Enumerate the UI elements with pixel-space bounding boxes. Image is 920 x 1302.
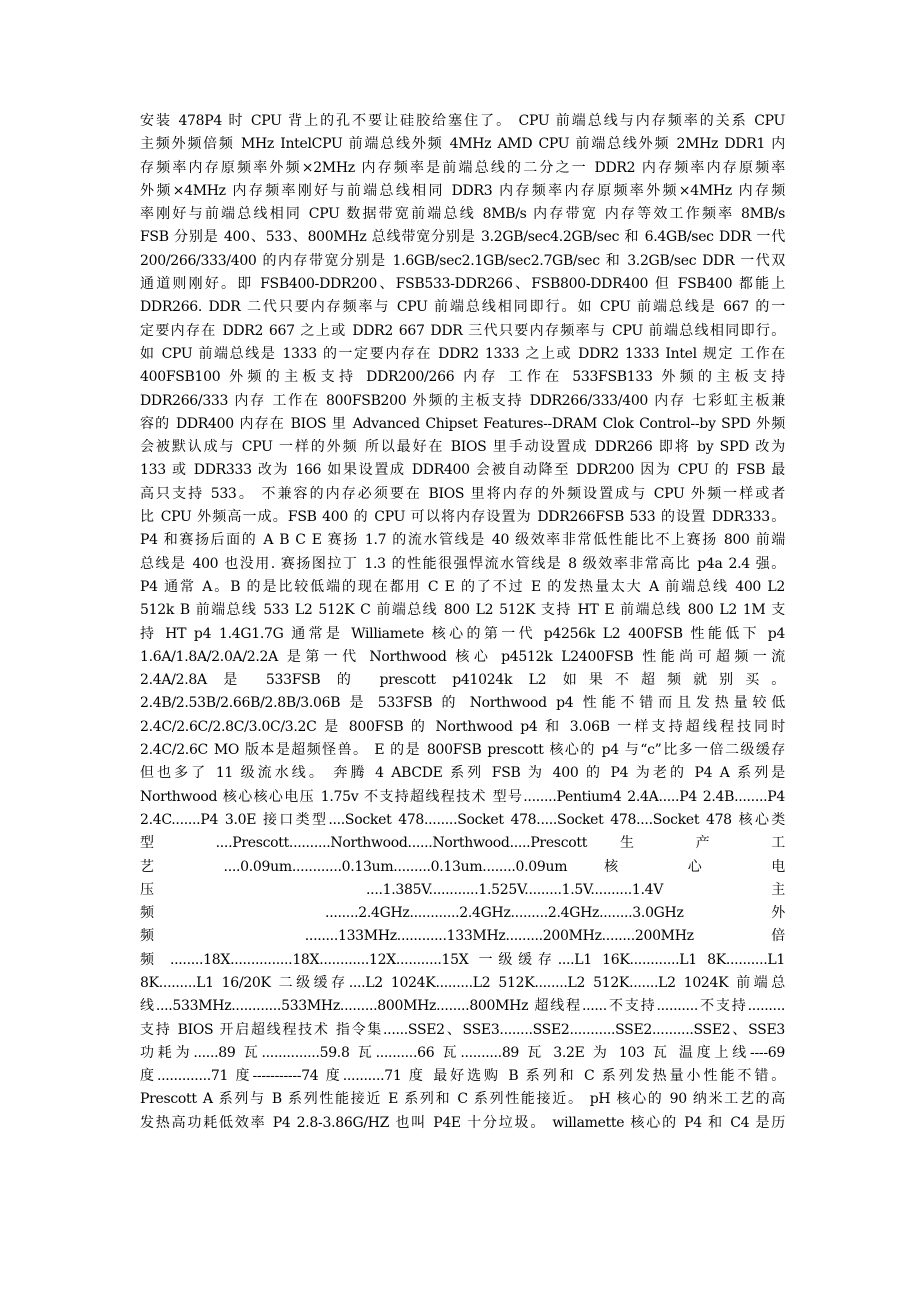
text-line: 容的 DDR400 内存在 BIOS 里 Advanced Chipset Features--DRAM Clok Control--by SPD 外频 — [140, 415, 785, 432]
text-line: 存频率内存原频率外频×2MHz 内存频率是前端总线的二分之一 DDR2 内存频率内存原频率 — [140, 159, 785, 176]
text-line: 8K.........L1 16/20K 二级缓存....L2 1024K.........L2 512K........L2 512K.......L2 1024K 前端总 — [140, 974, 785, 991]
text-line: 艺 ....0.09um............0.13um.........0.13um........0.09um 核 心 电 — [140, 858, 785, 875]
text-line: 主频外频倍频 MHz IntelCPU 前端总线外频 4MHz AMD CPU 前端总线外频 2MHz DDR1 内 — [140, 136, 785, 153]
text-line: 会被默认成与 CPU 一样的外频 所以最好在 BIOS 里手动设置成 DDR266 即将 by SPD 改为 — [140, 439, 785, 456]
text-line: FSB 分别是 400、533、800MHz 总线带宽分别是 3.2GB/sec4.2GB/sec 和 6.4GB/sec DDR 一代 — [140, 229, 785, 246]
text-line: DDR266/333 内存 工作在 800FSB200 外频的主板支持 DDR266/333/400 内存 七彩虹主板兼 — [140, 392, 785, 409]
text-line: P4 通常 A。B 的是比较低端的现在都用 C E 的了不过 E 的发热量太大 A 前端总线 400 L2 — [140, 578, 785, 595]
text-line: 200/266/333/400 的内存带宽分别是 1.6GB/sec2.1GB/sec2.7GB/sec 和 3.2GB/sec DDR 一代双 — [140, 252, 785, 269]
text-line: Northwood 核心核心电压 1.75v 不支持超线程技术 型号........Pentium4 2.4A.....P4 2.4B........P4 — [140, 788, 785, 805]
text-line: 度.............71 度-----------74 度..........71 度 最好选购 B 系列和 C 系列发热量小性能不错。 — [140, 1068, 785, 1085]
text-line: DDR266. DDR 二代只要内存频率与 CPU 前端总线相同即行。如 CPU 前端总线是 667 的一 — [140, 299, 785, 316]
text-line: 2.4B/2.53B/2.66B/2.8B/3.06B 是 533FSB 的 Northwood p4 性能不错而且发热量较低 — [140, 695, 785, 712]
text-line: 安装 478P4 时 CPU 背上的孔不要让硅胶给塞住了。 CPU 前端总线与内存频率的关系 CPU — [140, 113, 785, 129]
text-line: 400FSB100 外频的主板支持 DDR200/266 内存 工作在 533FSB133 外频的主板支持 — [140, 369, 785, 386]
text-line: 2.4C/2.6C/2.8C/3.0C/3.2C 是 800FSB 的 Northwood p4 和 3.06B 一样支持超线程技同时 — [140, 718, 785, 735]
text-line: 高只支持 533。 不兼容的内存必须要在 BIOS 里将内存的外频设置成与 CPU 外频一样或者 — [140, 485, 785, 502]
text-line: 2.4C/2.6C MO 版本是超频怪兽。 E 的是 800FSB prescott 核心的 p4 与“c”比多一倍二级缓存 — [140, 742, 785, 759]
text-line: 通道则刚好。即 FSB400-DDR200、FSB533-DDR266、FSB800-DDR400 但 FSB400 都能上 — [140, 276, 785, 293]
text-line: 压 ....1.385V............1.525V.........1.5V..........1.4V 主 — [140, 881, 785, 898]
text-line: 频 ........18X...............18X............12X...........15X 一级缓存....L1 16K............L1 8K..........L1 — [140, 951, 785, 968]
text-line: 512k B 前端总线 533 L2 512K C 前端总线 800 L2 512K 支持 HT E 前端总线 800 L2 1M 支 — [140, 602, 785, 619]
text-line: 如 CPU 前端总线是 1333 的一定要内存在 DDR2 1333 之上或 DDR2 1333 Intel 规定 工作在 — [140, 345, 785, 362]
text-line: 比 CPU 外频高一成。FSB 400 的 CPU 可以将内存设置为 DDR266FSB 533 的设置 DDR333。 — [140, 509, 785, 526]
text-line: 支持 BIOS 开启超线程技术 指令集......SSE2、SSE3........SSE2...........SSE2..........SSE2、SSE3 — [140, 1021, 785, 1038]
document-body — [140, 110, 785, 1135]
text-line: 2.4C.......P4 3.0E 接口类型....Socket 478........Socket 478.....Socket 478....Socket 478 核心类 — [140, 811, 785, 828]
text-line: 持 HT p4 1.4G1.7G 通常是 Williamete 核心的第一代 p4256k L2 400FSB 性能低下 p4 — [140, 625, 785, 642]
text-line: 型 ....Prescott..........Northwood......Northwood.....Prescott 生 产 工 — [140, 835, 785, 852]
text-line: Prescott A 系列与 B 系列性能接近 E 系列和 C 系列性能接近。 pH 核心的 90 纳米工艺的高 — [140, 1091, 785, 1108]
text-line: 率刚好与前端总线相同 CPU 数据带宽前端总线 8MB/s 内存带宽 内存等效工作频率 8MB/s — [140, 206, 785, 223]
text-line: 定要内存在 DDR2 667 之上或 DDR2 667 DDR 三代只要内存频率与 CPU 前端总线相同即行。 — [140, 322, 785, 339]
text-line: 外频×4MHz 内存频率刚好与前端总线相同 DDR3 内存频率内存原频率外频×4MHz 内存频 — [140, 182, 785, 199]
text-line: 总线是 400 也没用. 赛扬图拉丁 1.3 的性能很强悍流水管线是 8 级效率非常高比 p4a 2.4 强。 — [140, 555, 785, 572]
text-line: 功耗为......89 瓦..............59.8 瓦..........66 瓦..........89 瓦 3.2E 为 103 瓦 温度上线----69 — [140, 1044, 785, 1061]
text-line: 1.6A/1.8A/2.0A/2.2A 是第一代 Northwood 核心 p4512k L2400FSB 性能尚可超频一流 — [140, 648, 785, 665]
text-line: 133 或 DDR333 改为 166 如果设置成 DDR400 会被自动降至 DDR200 因为 CPU 的 FSB 最 — [140, 462, 785, 479]
text-line: 频 ........2.4GHz............2.4GHz.........2.4GHz........3.0GHz 外 — [140, 905, 785, 922]
text-line: 频 ........133MHz............133MHz.........200MHz........200MHz 倍 — [140, 928, 785, 945]
text-line: 线....533MHz............533MHz.........800MHz........800MHz 超线程......不支持..........不支持......... — [140, 998, 785, 1015]
text-line: P4 和赛扬后面的 A B C E 赛扬 1.7 的流水管线是 40 级效率非常低性能比不上赛扬 800 前端 — [140, 532, 785, 549]
text-line: 但也多了 11 级流水线。 奔腾 4 ABCDE 系列 FSB 为 400 的 P4 为老的 P4 A 系列是 — [140, 765, 785, 782]
text-line: 发热高功耗低效率 P4 2.8-3.86G/HZ 也叫 P4E 十分垃圾。 willamette 核心的 P4 和 C4 是历 — [140, 1114, 785, 1131]
text-line: 2.4A/2.8A 是 533FSB 的 prescott p41024k L2 如果不超频就别买。 — [140, 672, 785, 689]
